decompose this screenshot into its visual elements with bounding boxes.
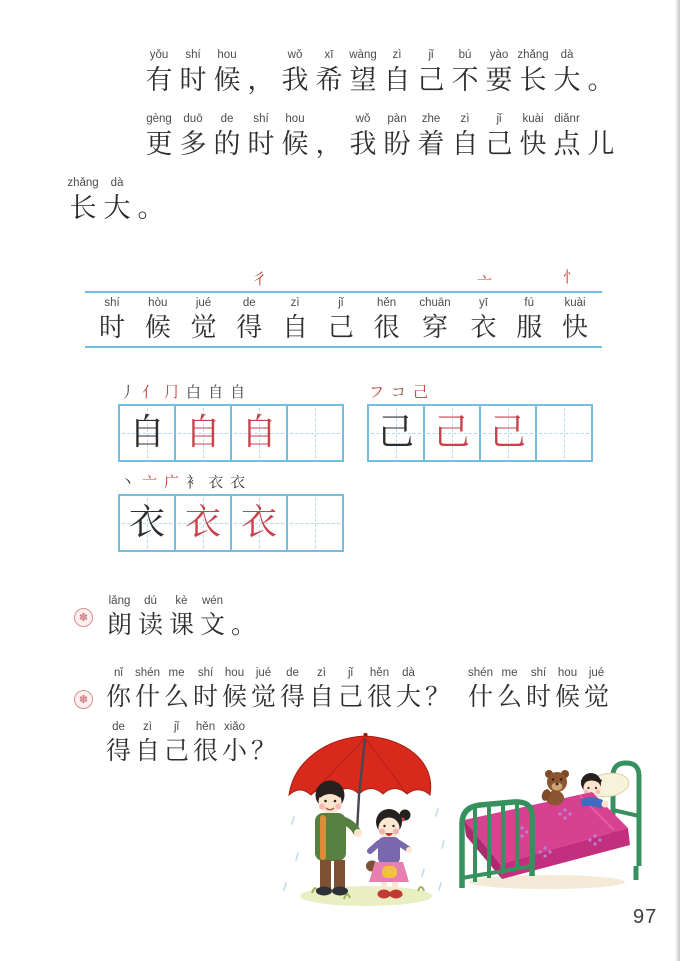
char-unit [99, 296, 125, 346]
illustration-umbrella-kids [278, 733, 453, 911]
hanzi: 自 [308, 684, 334, 711]
question-line [104, 666, 634, 720]
char-unit [145, 296, 171, 346]
char-unit [524, 666, 553, 720]
char-unit [244, 112, 278, 176]
hanzi: 儿 [587, 129, 615, 159]
hanzi: 得 [105, 738, 131, 765]
reading-line [66, 112, 632, 176]
pinyin: jǐ [347, 667, 354, 679]
pinyin: hěn [377, 297, 397, 309]
hanzi: 长 [519, 65, 547, 95]
char-unit [423, 666, 452, 720]
char-unit [582, 666, 611, 720]
pinyin: fú [524, 297, 535, 309]
hanzi: 不 [451, 65, 479, 95]
hanzi: 时 [99, 313, 126, 342]
char-unit [210, 112, 244, 176]
char-unit [210, 48, 244, 112]
hanzi: 文 [199, 612, 225, 639]
pinyin: jǐ [173, 721, 180, 733]
pinyin: kuài [522, 113, 544, 125]
characters-to-recognize-band [85, 291, 602, 348]
hanzi: 更 [145, 129, 173, 159]
hanzi: 长 [69, 193, 97, 223]
char-unit [220, 666, 249, 720]
pinyin: zì [392, 49, 402, 61]
hanzi: 希 [315, 65, 343, 95]
pinyin: gèng [146, 113, 172, 125]
char-unit [191, 666, 220, 720]
hanzi: 什 [467, 684, 493, 711]
pinyin: wǒ [287, 49, 303, 61]
practice-cell: 衣 [118, 494, 176, 552]
pinyin: lǎng [108, 595, 131, 607]
char-unit [380, 112, 414, 176]
char-unit [466, 666, 495, 720]
hanzi: 大 [395, 684, 421, 711]
hanzi: 觉 [583, 684, 609, 711]
hanzi: 。 [587, 65, 615, 95]
hanzi: 候 [281, 129, 309, 159]
practice-cell [286, 404, 344, 462]
hanzi: 朗 [106, 612, 132, 639]
char-unit [374, 296, 400, 346]
pinyin: wàng [349, 49, 377, 61]
char-unit [244, 48, 278, 112]
hanzi: ？ [250, 738, 276, 765]
hanzi: 有 [145, 65, 173, 95]
char-unit [104, 666, 133, 720]
exercise-seal-icon: ✽ [74, 608, 93, 627]
hanzi: 时 [179, 65, 207, 95]
hanzi: 觉 [250, 684, 276, 711]
stroke-step: 己 [413, 385, 429, 401]
char-unit [553, 666, 582, 720]
stroke-step: 亠 [142, 475, 158, 491]
hanzi: 我 [281, 65, 309, 95]
char-unit [516, 48, 550, 112]
char-unit [135, 594, 166, 644]
pinyin: hou [217, 49, 237, 61]
hanzi: ， [247, 65, 275, 95]
pinyin: zì [290, 297, 300, 309]
pinyin: yǒu [149, 49, 169, 61]
practice-cell [535, 404, 593, 462]
char-unit [133, 666, 162, 720]
pinyin: de [220, 113, 234, 125]
pinyin: jué [255, 667, 272, 679]
pinyin: de [286, 667, 299, 679]
hanzi: 大 [553, 65, 581, 95]
char-unit [228, 594, 259, 644]
hanzi: 望 [349, 65, 377, 95]
char-unit [278, 666, 307, 720]
char-unit [249, 720, 278, 770]
hanzi: 着 [417, 129, 445, 159]
read-aloud-label [104, 594, 259, 644]
hanzi: 你 [105, 684, 131, 711]
char-unit [162, 666, 191, 720]
char-unit [142, 48, 176, 112]
char-unit [584, 112, 618, 176]
pinyin: jǐ [496, 113, 502, 125]
char-unit [278, 112, 312, 176]
question-gap [452, 666, 466, 720]
pinyin: yī [478, 297, 488, 309]
pinyin: pàn [387, 113, 407, 125]
pinyin: de [242, 297, 256, 309]
hanzi: 读 [137, 612, 163, 639]
stroke-step: ⺆ [164, 385, 180, 401]
char-unit [394, 666, 423, 720]
hanzi: 觉 [190, 313, 217, 342]
practice-cell: 己 [479, 404, 537, 462]
stroke-order-ji [369, 381, 435, 402]
hanzi: 很 [373, 313, 400, 342]
pinyin: zì [143, 721, 152, 733]
practice-cell: 衣 [230, 494, 288, 552]
char-unit [236, 296, 262, 346]
stroke-order-zi [120, 381, 252, 402]
pinyin: dà [560, 49, 574, 61]
read-aloud-exercise [74, 594, 259, 644]
char-unit [516, 112, 550, 176]
hanzi: 么 [496, 684, 522, 711]
char-unit [312, 48, 346, 112]
pinyin: xiǎo [223, 721, 246, 733]
pinyin: shí [197, 667, 214, 679]
pinyin: hou [285, 113, 305, 125]
stroke-step: 白 [186, 385, 202, 401]
char-unit [282, 296, 308, 346]
hanzi: 多 [179, 129, 207, 159]
pinyin: hou [557, 667, 578, 679]
pinyin: hòu [148, 297, 168, 309]
stroke-step: 衣 [230, 475, 246, 491]
stroke-step: 衣 [208, 475, 224, 491]
pinyin: zì [317, 667, 326, 679]
practice-cell: 衣 [174, 494, 232, 552]
pinyin: me [501, 667, 518, 679]
hanzi: 得 [236, 313, 263, 342]
char-unit [562, 296, 588, 346]
page-edge-shadow [675, 0, 680, 961]
illustration-child-in-bed [442, 748, 647, 893]
hanzi: 。 [230, 612, 256, 639]
char-unit [550, 112, 584, 176]
stroke-step: フ [369, 385, 385, 401]
char-unit [516, 296, 542, 346]
pinyin: diǎnr [554, 113, 580, 125]
pinyin: hěn [369, 667, 390, 679]
char-unit [249, 666, 278, 720]
hanzi: 得 [279, 684, 305, 711]
stroke-order-yi [120, 471, 252, 492]
hanzi: 很 [192, 738, 218, 765]
stroke-step: 自 [208, 385, 224, 401]
char-unit [414, 112, 448, 176]
char-unit [380, 48, 414, 112]
pinyin: jué [195, 297, 212, 309]
hanzi: 己 [417, 65, 445, 95]
pinyin: de [112, 721, 125, 733]
hanzi: 己 [337, 684, 363, 711]
pinyin: shí [104, 297, 120, 309]
stroke-step: 丿 [120, 385, 136, 401]
pinyin: shén [468, 667, 493, 679]
pinyin: shí [253, 113, 269, 125]
pinyin: chuān [419, 297, 451, 309]
hanzi: 时 [247, 129, 275, 159]
hanzi: 么 [163, 684, 189, 711]
practice-cell: 自 [174, 404, 232, 462]
pinyin: jué [588, 667, 605, 679]
stroke-step: 自 [230, 385, 246, 401]
hanzi: 点 [553, 129, 581, 159]
char-unit [328, 296, 354, 346]
hanzi: 课 [168, 612, 194, 639]
hanzi: 候 [213, 65, 241, 95]
char-unit [470, 296, 496, 346]
hanzi: 衣 [470, 313, 497, 342]
char-unit [162, 720, 191, 770]
hanzi: 什 [134, 684, 160, 711]
char-unit [346, 48, 380, 112]
hanzi: 自 [451, 129, 479, 159]
practice-cell: 自 [118, 404, 176, 462]
char-unit [336, 666, 365, 720]
hanzi: 候 [221, 684, 247, 711]
practice-grid-ji [367, 404, 593, 462]
hanzi: 时 [192, 684, 218, 711]
pinyin: jǐ [428, 49, 434, 61]
boy-with-umbrella [315, 781, 362, 896]
char-unit [104, 720, 133, 770]
radical-mark: 忄 [563, 270, 579, 286]
radical-mark: 彳 [252, 272, 268, 288]
practice-grid-zi [118, 404, 344, 462]
char-unit [176, 48, 210, 112]
char-unit [176, 112, 210, 176]
pinyin: hou [224, 667, 245, 679]
hanzi: 大 [103, 193, 131, 223]
char-unit [191, 296, 217, 346]
hanzi: 很 [366, 684, 392, 711]
pinyin: nǐ [114, 667, 123, 679]
char-unit [191, 720, 220, 770]
char-unit [307, 666, 336, 720]
hanzi: 己 [163, 738, 189, 765]
pinyin: shén [135, 667, 160, 679]
pinyin: shí [185, 49, 201, 61]
char-unit [448, 112, 482, 176]
hanzi: 候 [554, 684, 580, 711]
stroke-step: 亻 [142, 385, 158, 401]
hanzi: 快 [519, 129, 547, 159]
char-unit [134, 176, 168, 240]
hanzi: 要 [485, 65, 513, 95]
hanzi: ？ [424, 684, 450, 711]
hanzi: 己 [327, 313, 354, 342]
practice-cell: 己 [423, 404, 481, 462]
char-unit [166, 594, 197, 644]
hanzi: 自 [282, 313, 309, 342]
char-unit [550, 48, 584, 112]
pinyin: kè [175, 595, 188, 607]
reading-line [66, 176, 632, 240]
char-unit [197, 594, 228, 644]
hanzi: 时 [525, 684, 551, 711]
char-unit [419, 296, 450, 346]
hanzi: 。 [137, 193, 165, 223]
girl-in-rain [366, 809, 412, 899]
char-unit [66, 176, 100, 240]
char-unit [365, 666, 394, 720]
hanzi: 盼 [383, 129, 411, 159]
char-unit [100, 176, 134, 240]
stroke-step: コ [391, 385, 407, 401]
char-unit [104, 594, 135, 644]
stroke-step: 丶 [120, 475, 136, 491]
pinyin: hěn [195, 721, 216, 733]
hanzi: 穿 [422, 313, 449, 342]
hanzi: 我 [349, 129, 377, 159]
char-unit [220, 720, 249, 770]
char-unit [133, 720, 162, 770]
char-unit [495, 666, 524, 720]
char-unit [278, 48, 312, 112]
hanzi: 自 [134, 738, 160, 765]
pinyin: jǐ [338, 297, 344, 309]
pinyin: dà [110, 177, 124, 189]
char-unit [312, 112, 346, 176]
pinyin: me [168, 667, 185, 679]
char-unit [414, 48, 448, 112]
pinyin: zhǎng [517, 49, 549, 61]
hanzi: 服 [516, 313, 543, 342]
hanzi: 快 [561, 313, 588, 342]
stroke-step: 衤 [186, 475, 202, 491]
pinyin: zhǎng [67, 177, 99, 189]
pinyin: yào [489, 49, 509, 61]
pinyin: wǒ [355, 113, 371, 125]
hanzi: 候 [144, 313, 171, 342]
hanzi: 的 [213, 129, 241, 159]
char-unit [142, 112, 176, 176]
char-unit [346, 112, 380, 176]
char-unit [584, 48, 618, 112]
reading-line [66, 48, 632, 112]
reading-text [66, 48, 632, 240]
practice-grid-yi [118, 494, 344, 552]
hanzi: 小 [221, 738, 247, 765]
practice-cell: 己 [367, 404, 425, 462]
char-unit [482, 112, 516, 176]
pinyin: zì [460, 113, 470, 125]
hanzi: ， [315, 129, 343, 159]
pinyin: zhe [421, 113, 441, 125]
pinyin: kuài [564, 297, 586, 309]
pinyin: shí [530, 667, 547, 679]
hanzi: 自 [383, 65, 411, 95]
practice-cell [286, 494, 344, 552]
hanzi: 己 [485, 129, 513, 159]
radical-mark: 亠 [477, 275, 493, 291]
pinyin: xī [324, 49, 334, 61]
pinyin: bú [458, 49, 472, 61]
pinyin: dà [402, 667, 415, 679]
pinyin: dú [144, 595, 157, 607]
practice-cell: 自 [230, 404, 288, 462]
char-unit [482, 48, 516, 112]
stroke-step: 广 [164, 475, 180, 491]
char-unit [448, 48, 482, 112]
pinyin: duō [183, 113, 203, 125]
pinyin: wén [201, 595, 224, 607]
exercise-seal-icon: ✽ [74, 690, 93, 709]
page-number: 97 [633, 906, 658, 928]
